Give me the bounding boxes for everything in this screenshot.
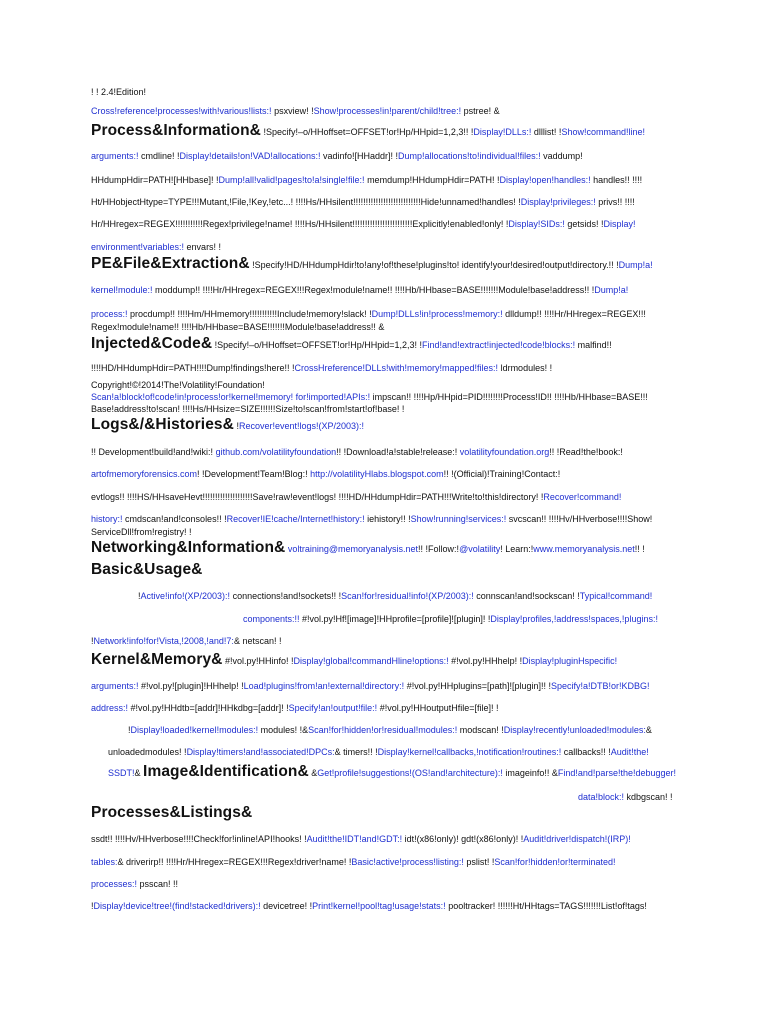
body-text: pstree! & (461, 106, 500, 116)
body-text: !! Development!build!and!wiki:! (91, 447, 216, 457)
link-text[interactable]: Active!info!(XP/2003):! (140, 591, 231, 601)
body-text: psscan! !! (137, 879, 179, 889)
body-text: !! ! (634, 544, 645, 554)
text-line (91, 379, 265, 391)
link-text[interactable]: Display!loaded!kernel!modules:! (130, 725, 259, 735)
text-line (91, 362, 552, 374)
body-text: kdbgscan! ! (624, 792, 673, 802)
link-text[interactable]: Recover!event!logs!(XP/2003):! (238, 421, 365, 431)
link-text[interactable]: Find!and!extract!injected!code!blocks:! (422, 340, 576, 350)
body-text: !! !(Official)!Training!Contact:! (443, 469, 561, 479)
body-text: ! (138, 591, 141, 601)
text-line (91, 446, 623, 458)
link-text[interactable]: Get!profile!suggestions!(OS!and!architecture):! (317, 768, 503, 778)
body-text: iehistory!! ! (364, 514, 411, 524)
body-text: modscan! ! (457, 725, 504, 735)
body-text: unloadedmodules! ! (108, 747, 187, 757)
body-text: evtlogs!! !!!!HS/HHsaveHevt!!!!!!!!!!!!!!!!!!!!Save!raw!event!logs! !!!!HD/HHdumpHdir=PATH!!!Write!to!this!directory! ! (91, 492, 544, 502)
text-line (91, 468, 560, 480)
link-text[interactable]: Audit!the! (610, 747, 649, 757)
link-text[interactable]: Network!info!for!Vista,!2008,!and!7: (93, 636, 234, 646)
link-text[interactable]: Display!profiles,!address!spaces,!plugins:! (490, 614, 658, 624)
body-text: memdump!HHdumpHdir=PATH! ! (364, 175, 500, 185)
body-text: #!vol.py!HHoutputHfile=[file]! ! (377, 703, 499, 713)
body-text: !Specify!–o/HHoffset=OFFSET!or!Hp/HHpid=1,2,3! ! (212, 340, 423, 350)
link-text[interactable]: Display!global!commandHline!options:! (293, 656, 449, 666)
link-text[interactable]: components:!! (243, 614, 300, 624)
link-text[interactable]: Display!privileges:! (520, 197, 596, 207)
link-text[interactable]: process:! (91, 309, 128, 319)
link-text[interactable]: history:! (91, 514, 123, 524)
link-text[interactable]: Audit!driver!dispatch!(IRP)! (523, 834, 631, 844)
section-heading: Image&Identification& (143, 763, 309, 780)
body-text: dlllist! ! (531, 127, 562, 137)
text-line (91, 416, 365, 433)
body-text: #!vol.py![plugin]!HHhelp! ! (138, 681, 244, 691)
link-text[interactable]: Display! (603, 219, 636, 229)
text-line (91, 900, 647, 912)
link-text[interactable]: kernel!module:! (91, 285, 153, 295)
body-text: ServiceDll!from!registry! ! (91, 527, 192, 537)
link-text[interactable]: address:! (91, 703, 129, 713)
body-text: psxview! ! (271, 106, 314, 116)
text-line (108, 763, 676, 780)
section-heading: Injected&Code& (91, 335, 213, 352)
link-text[interactable]: Display!recently!unloaded!modules: (503, 725, 646, 735)
body-text: ! (233, 421, 239, 431)
body-text: !!!!HD/HHdumpHdir=PATH!!!!Dump!findings!here!! ! (91, 363, 295, 373)
link-text[interactable]: Audit!the!IDT!and!GDT:! (306, 834, 403, 844)
text-line (128, 724, 652, 736)
body-text: connections!and!sockets!! ! (230, 591, 342, 601)
link-text[interactable]: Cross!reference!processes!with!various!lists:! (91, 106, 272, 116)
link-text[interactable]: Recover!IE!cache/Internet!history:! (226, 514, 365, 524)
link-text[interactable]: volatilityfoundation.org (459, 447, 550, 457)
body-text: ! (91, 636, 94, 646)
link-text[interactable]: Show!command!line! (561, 127, 645, 137)
link-text[interactable]: Display!SIDs:! (508, 219, 565, 229)
link-text[interactable]: data!block:! (578, 792, 625, 802)
link-text[interactable]: artofmemoryforensics.com (91, 469, 198, 479)
body-text: malfind!! (575, 340, 612, 350)
link-text[interactable]: Dump!allocations!to!individual!files:! (398, 151, 541, 161)
text-line (91, 308, 646, 320)
text-line (91, 833, 631, 845)
text-line (108, 746, 649, 758)
link-text[interactable]: Show!processes!in!parent/child!tree:! (313, 106, 462, 116)
link-text[interactable]: voltraining@memoryanalysis.net (287, 544, 419, 554)
link-text[interactable]: Find!and!parse!the!debugger! (557, 768, 676, 778)
text-line (91, 391, 648, 403)
body-text: ! !Development!Team!Blog:! (197, 469, 311, 479)
link-text[interactable]: Print!kernel!pool!tag!usage!stats:! (312, 901, 446, 911)
link-text[interactable]: Basic!active!process!listing:! (351, 857, 464, 867)
body-text: ssdt!! !!!!Hv/HHverbose!!!!Check!for!inline!API!hooks! ! (91, 834, 307, 844)
link-text[interactable]: Dump!DLLs!in!process!memory:! (371, 309, 503, 319)
text-line (91, 635, 281, 647)
body-text: !! !Follow:! (418, 544, 460, 554)
body-text: Hr/HHregex=REGEX!!!!!!!!!!!Regex!privilege!name! !!!!Hs/HHsilent!!!!!!!!!!!!!!!!!!!!!!!!Explicitly!enabled!only! ! (91, 219, 509, 229)
text-line (91, 174, 642, 186)
link-text[interactable]: Scan!for!hidden!or!terminated! (494, 857, 616, 867)
body-text: ! (91, 901, 94, 911)
body-text: handles!! !!!! (590, 175, 643, 185)
link-text[interactable]: Scan!a!block!of!code!in!process!or!kernel!memory! for!imported!APIs:! (91, 392, 371, 402)
link-text[interactable]: Show!running!services:! (410, 514, 507, 524)
body-text: !Specify!–o/HHoffset=OFFSET!or!Hp/HHpid=1,2,3!! ! (260, 127, 474, 137)
link-text[interactable]: Specify!a!DTB!or!KDBG! (551, 681, 650, 691)
link-text[interactable]: Display!timers!and!associated!DPCs: (186, 747, 335, 757)
body-text: #!vol.py!HHhelp! ! (448, 656, 523, 666)
text-line (243, 613, 658, 625)
link-text[interactable]: arguments:! (91, 151, 139, 161)
link-text[interactable]: github.com/volatilityfoundation (215, 447, 337, 457)
link-text[interactable]: Dump!a! (594, 285, 629, 295)
body-text: #!vol.py!HHinfo! ! (222, 656, 294, 666)
text-line (91, 150, 583, 162)
body-text: Ht/HHobjectHtype=TYPE!!!Mutant,!File,!Key,!etc...! !!!!Hs/HHsilent!!!!!!!!!!!!!!!!!!!!!!!!!!!Hide!unnamed!handles! ! (91, 197, 521, 207)
link-text[interactable]: @volatility (459, 544, 501, 554)
section-heading: Basic&Usage& (91, 561, 203, 578)
body-text: #!vol.py!HHplugins=[path]![plugin]!! ! (404, 681, 552, 691)
body-text: & (134, 768, 144, 778)
body-text: & (645, 725, 652, 735)
body-text: callbacks!! ! (561, 747, 611, 757)
text-line (91, 196, 635, 208)
body-text: envars! ! (184, 242, 222, 252)
text-line (91, 491, 621, 503)
body-text: & (308, 768, 318, 778)
text-line (91, 856, 616, 868)
text-line (91, 218, 635, 230)
link-text[interactable]: Dump!a! (618, 260, 653, 270)
body-text: ! ! 2.4!Edition! (91, 87, 147, 97)
link-text[interactable]: Display!details!on!VAD!allocations:! (179, 151, 321, 161)
link-text[interactable]: arguments:! (91, 681, 139, 691)
body-text: privs!! !!!! (595, 197, 635, 207)
body-text: modules! !& (258, 725, 309, 735)
text-line (91, 321, 384, 333)
section-heading: Networking&Information& (91, 539, 286, 556)
body-text: vaddump! (540, 151, 583, 161)
section-heading: Processes&Listings& (91, 804, 253, 821)
text-line (91, 526, 192, 538)
link-text[interactable]: Load!plugins!from!an!external!directory:! (243, 681, 405, 691)
link-text[interactable]: Specify!an!output!file:! (288, 703, 378, 713)
body-text: pslist! ! (463, 857, 495, 867)
text-line (91, 403, 404, 415)
text-line (91, 878, 178, 890)
link-text[interactable]: Recover!command! (543, 492, 622, 502)
body-text: procdump!! !!!!Hm/HHmemory!!!!!!!!!!!Include!memory!slack! ! (127, 309, 372, 319)
text-line (91, 122, 645, 139)
text-line (91, 804, 253, 821)
body-text: !! !Download!a!stable!release:! (336, 447, 460, 457)
link-text[interactable]: processes:! (91, 879, 138, 889)
body-text: Regex!module!name!! !!!!Hb/HHbase=BASE!!!!!!!Module!base!address!! & (91, 322, 385, 332)
section-heading: Process&Information& (91, 122, 261, 139)
body-text: ldrmodules! ! (498, 363, 553, 373)
body-text: HHdumpHdir=PATH![HHbase]! ! (91, 175, 219, 185)
body-text: idt!(x86!only)! gdt!(x86!only)! ! (402, 834, 524, 844)
link-text[interactable]: environment!variables:! (91, 242, 185, 252)
body-text: !! !Read!the!book:! (549, 447, 623, 457)
body-text: & driverirp!! !!!!Hr/HHregex=REGEX!!!Regex!driver!name! ! (117, 857, 352, 867)
body-text: svcscan!! !!!!Hv/HHverbose!!!!Show! (506, 514, 653, 524)
link-text[interactable]: http://volatilityHlabs.blogspot.com (310, 469, 444, 479)
link-text[interactable]: Typical!command! (579, 591, 653, 601)
body-text: #!vol.py!Hf![image]!HHprofile=[profile]![plugin]! ! (299, 614, 491, 624)
text-line (91, 539, 645, 556)
body-text: ! Learn:! (500, 544, 534, 554)
body-text: getsids! ! (564, 219, 604, 229)
link-text[interactable]: Display!open!handles:! (499, 175, 591, 185)
body-text: cmdline! ! (138, 151, 180, 161)
text-line (91, 86, 146, 98)
body-text: devicetree! ! (260, 901, 313, 911)
body-text: imageinfo!! & (502, 768, 558, 778)
body-text: connscan!and!sockscan! ! (473, 591, 580, 601)
body-text: vadinfo![HHaddr]! ! (320, 151, 398, 161)
body-text: Base!address!to!scan! !!!!Hs/HHsize=SIZE!!!!!!Size!to!scan!from!start!of!base! ! (91, 404, 405, 414)
body-text: #!vol.py!HHdtb=[addr]!HHkdbg=[addr]! ! (128, 703, 289, 713)
body-text: impscan!! !!!!Hp/HHpid=PID!!!!!!!!Process!ID!! !!!!Hb/HHbase=BASE!!! (370, 392, 648, 402)
link-text[interactable]: Dump!all!valid!pages!to!a!single!file:! (218, 175, 365, 185)
link-text[interactable]: CrossHreference!DLLs!with!memory!mapped!files:! (294, 363, 499, 373)
text-line (91, 702, 499, 714)
body-text: Copyright!©!2014!The!Volatility!Foundation! (91, 380, 265, 390)
body-text: pooltracker! !!!!!!Ht/HHtags=TAGS!!!!!!!List!of!tags! (445, 901, 647, 911)
link-text[interactable]: tables: (91, 857, 118, 867)
body-text: ! (128, 725, 131, 735)
body-text: moddump!! !!!!Hr/HHregex=REGEX!!!Regex!module!name!! !!!!Hb/HHbase=BASE!!!!!!!Module!base!address!! ! (152, 285, 595, 295)
body-text: & netscan! ! (233, 636, 282, 646)
section-heading: Kernel&Memory& (91, 651, 223, 668)
body-text: dlldump!! !!!!Hr/HHregex=REGEX!!! (502, 309, 646, 319)
text-line (91, 284, 628, 296)
link-text[interactable]: Scan!for!residual!info!(XP/2003):! (341, 591, 474, 601)
link-text[interactable]: Display!DLLs:! (473, 127, 532, 137)
text-line (91, 561, 203, 578)
link-text[interactable]: Display!pluginHspecific! (522, 656, 618, 666)
text-line (578, 791, 673, 803)
text-line (91, 513, 652, 525)
body-text: & timers!! ! (334, 747, 378, 757)
link-text[interactable]: Scan!for!hidden!or!residual!modules:! (308, 725, 458, 735)
text-line (91, 680, 650, 692)
link-text[interactable]: Display!kernel!callbacks,!notification!routines:! (377, 747, 562, 757)
text-line (91, 651, 618, 668)
link-text[interactable]: Display!device!tree!(find!stacked!drivers):! (93, 901, 261, 911)
text-line (91, 105, 500, 117)
body-text: cmdscan!and!consoles!! ! (122, 514, 227, 524)
link-text[interactable]: www.memoryanalysis.net (533, 544, 635, 554)
text-line (91, 241, 221, 253)
text-line (138, 590, 652, 602)
text-line (91, 255, 653, 272)
body-text: !Specify!HD/HHdumpHdir!to!any!of!these!plugins!to! identify!your!desired!output!directory.!! ! (249, 260, 619, 270)
link-text[interactable]: SSDT! (108, 768, 135, 778)
section-heading: Logs&/&Histories& (91, 416, 234, 433)
text-line (91, 335, 612, 352)
section-heading: PE&File&Extraction& (91, 255, 250, 272)
